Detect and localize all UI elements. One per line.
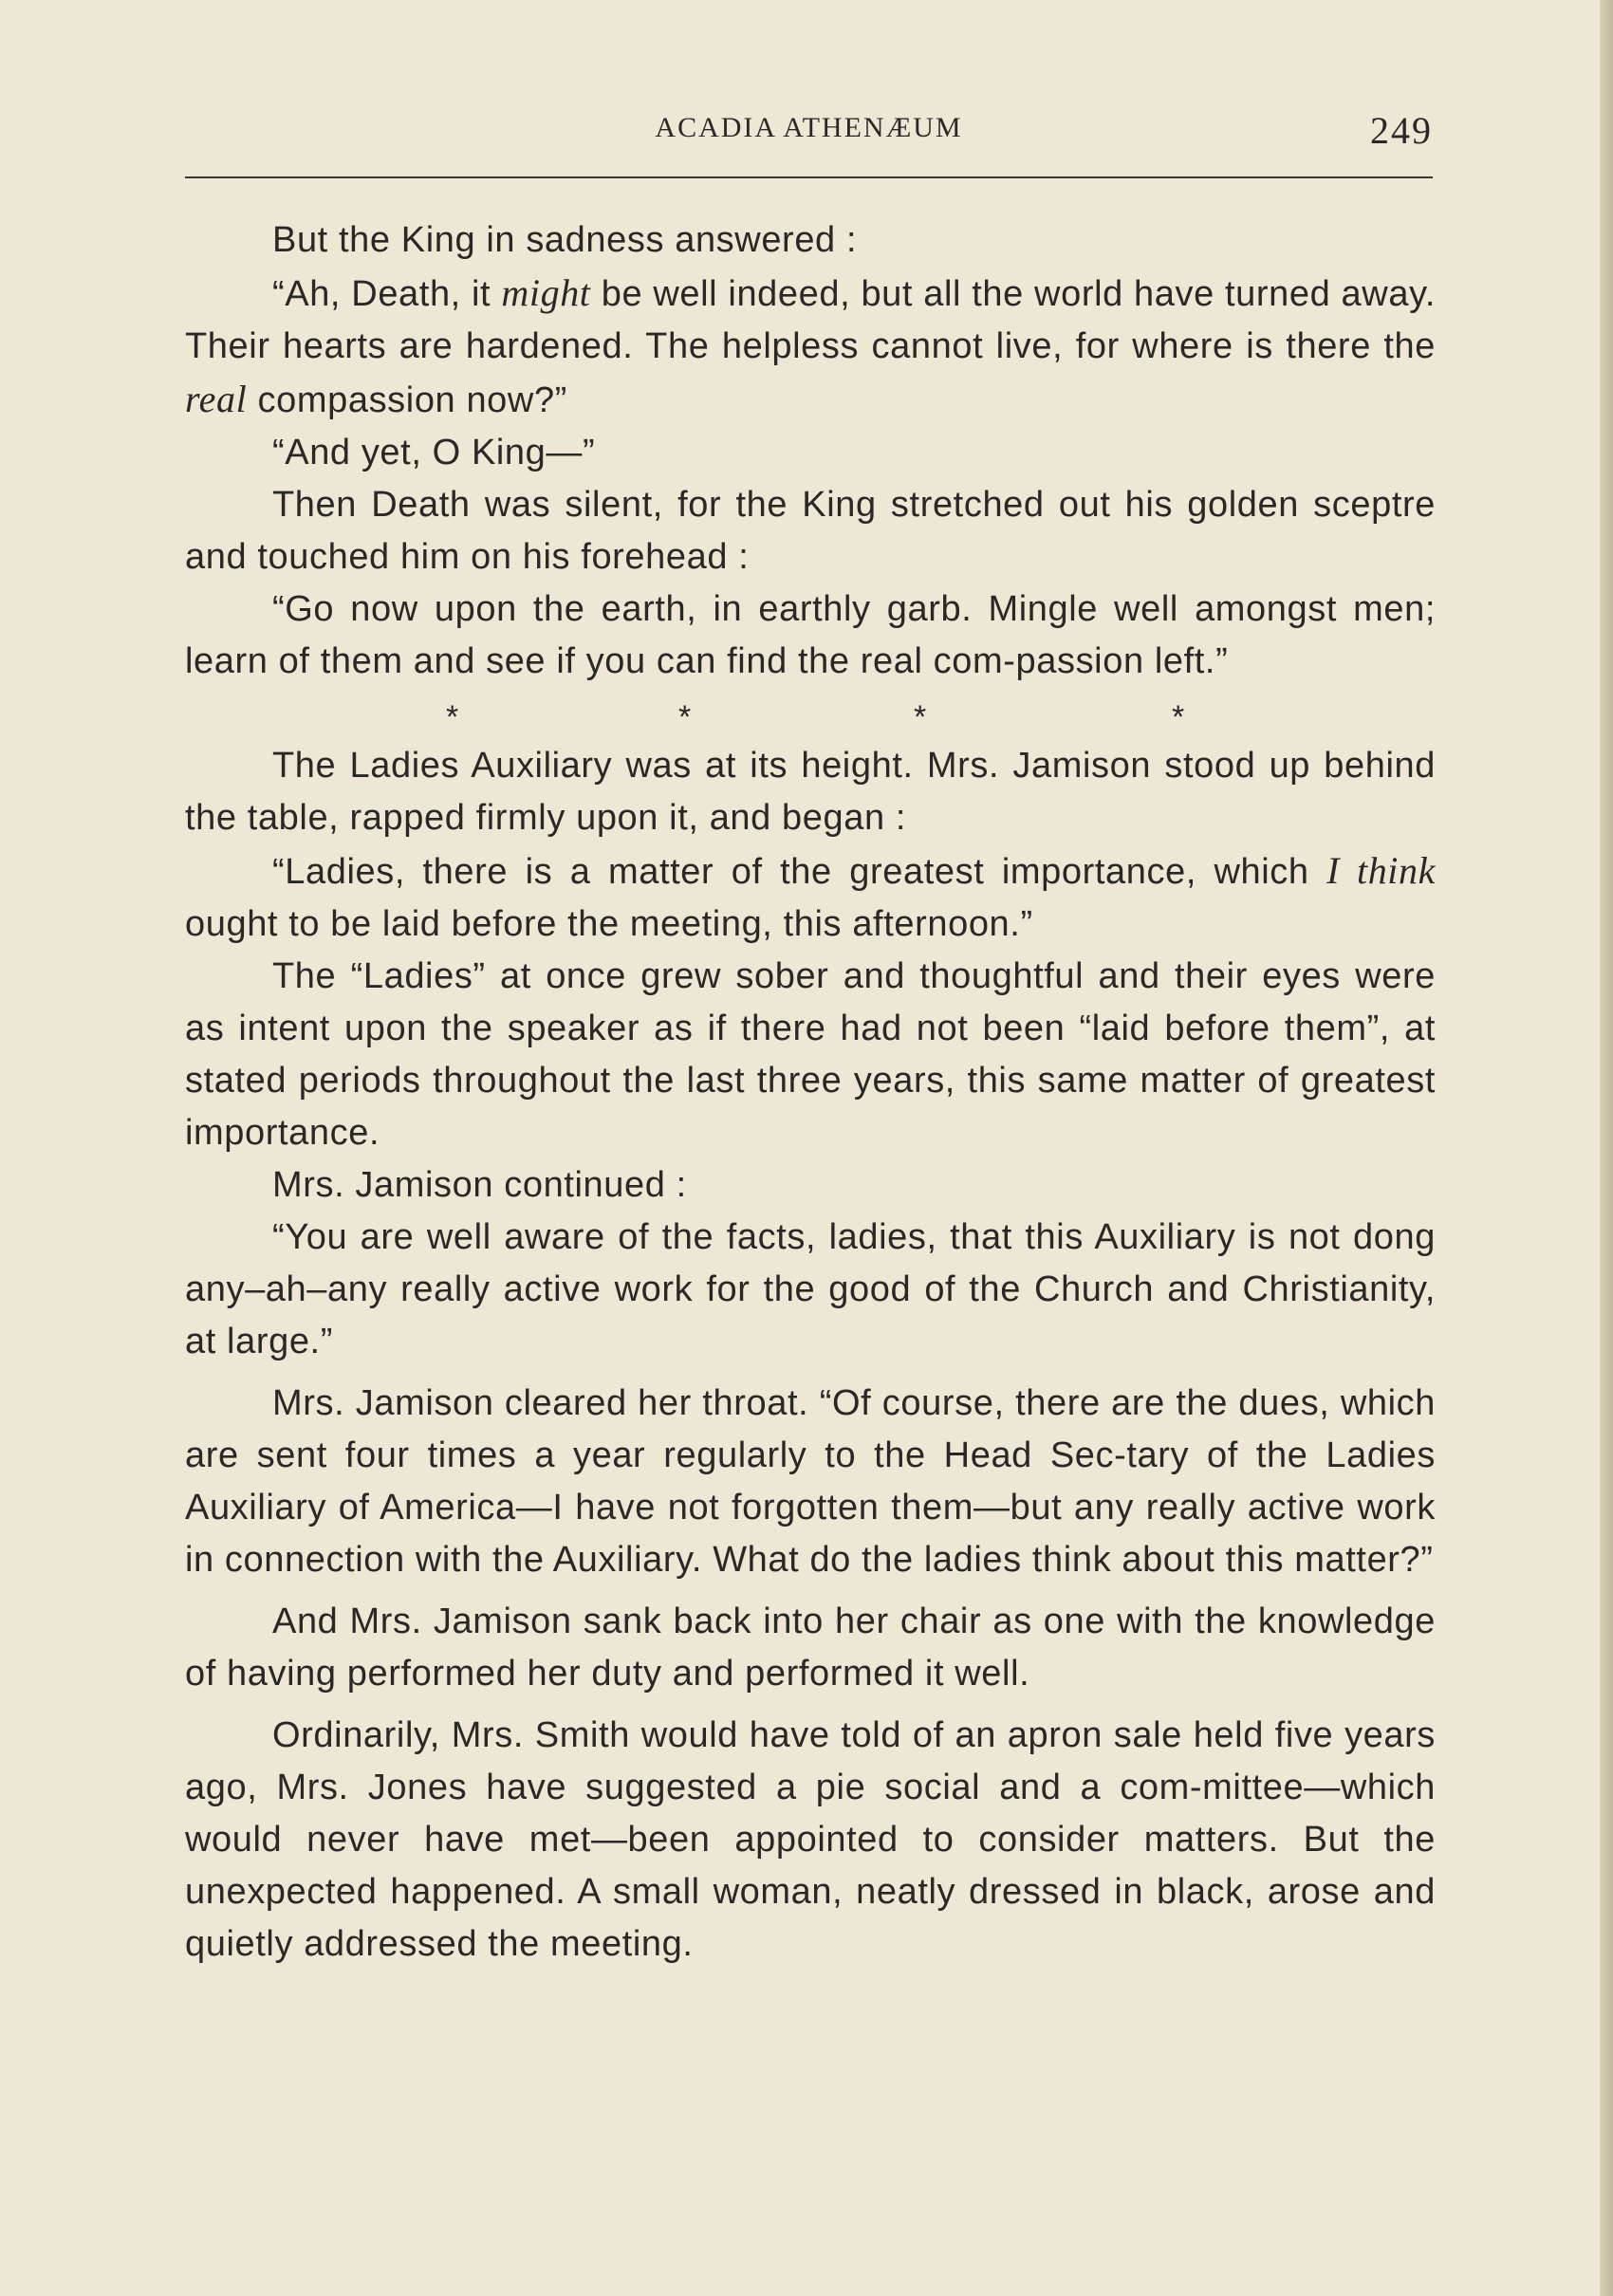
text-run: The “Ladies” at once grew sober and thoughtful and their eyes were as intent upon the speaker as if there had not been “laid before them”, at stated periods throughout the last three years, this same matter of greatest importance. — [185, 956, 1436, 1153]
paragraph — [185, 1159, 1436, 1212]
text-run: Ordinarily, Mrs. Smith would have told of an apron sale held five years ago, Mrs. Jones have suggested a pie social and a com-mittee—which would never have met—been appointed to consider matters. But the unexpected happened. A small woman, neatly dressed in black, arose and quietly addressed the meeting. — [185, 1715, 1436, 1964]
paragraph — [185, 1212, 1436, 1368]
paragraph — [185, 427, 1436, 479]
page-number: 249 — [1370, 109, 1433, 152]
text-run: And Mrs. Jamison sank back into her chair as one with the knowledge of having performed her duty and performed it well. — [185, 1602, 1436, 1694]
paragraph — [185, 844, 1436, 951]
italic-run: real — [185, 378, 248, 420]
text-run: Mrs. Jamison continued : — [272, 1165, 687, 1205]
paragraph — [185, 214, 1436, 267]
paragraph — [185, 1710, 1436, 1971]
text-run: But the King in sadness answered : — [272, 220, 858, 260]
text-run: compassion now?” — [247, 380, 567, 420]
italic-run: I think — [1326, 849, 1436, 892]
paragraph — [185, 951, 1436, 1159]
italic-run: might — [501, 271, 591, 314]
asterisk: * — [678, 699, 692, 735]
text-run: be well indeed, but all the world have turned away. Their hearts are hardened. The helpless cannot live, for where is there the — [185, 274, 1437, 366]
text-run: “Go now upon the earth, in earthly garb. Mingle well amongst men; learn of them and see if you can find the real com-passion left.” — [185, 589, 1436, 681]
header-rule — [185, 176, 1433, 178]
text-run: Mrs. Jamison cleared her throat. “Of course, there are the dues, which are sent four times a year regularly to the Head Sec-tary of the Ladies Auxiliary of America—I have not forgotten them—but any really active work in connection with the Auxiliary. What do the ladies think about this matter?” — [185, 1383, 1436, 1580]
text-run: Then Death was silent, for the King stretched out his golden sceptre and touched him on his forehead : — [185, 485, 1436, 577]
text-run: “You are well aware of the facts, ladies, that this Auxiliary is not dong any–ah–any really active work for the good of the Church and Christianity, at large.” — [185, 1217, 1436, 1361]
paragraph — [185, 479, 1436, 583]
text-run: “Ladies, there is a matter of the greatest importance, which — [272, 852, 1327, 892]
paragraph — [185, 1596, 1436, 1700]
running-title: ACADIA ATHENÆUM — [655, 112, 963, 143]
page-edge — [1600, 0, 1613, 2296]
asterisk: * — [446, 699, 459, 735]
article-body — [185, 214, 1436, 1971]
asterisk: * — [914, 699, 927, 735]
paragraph — [185, 1378, 1436, 1586]
paragraph — [185, 740, 1436, 844]
paragraph — [185, 583, 1436, 688]
text-run: The Ladies Auxiliary was at its height. Mrs. Jamison stood up behind the table, rapped firmly upon it, and began : — [185, 746, 1436, 838]
text-run: “And yet, O King—” — [272, 433, 596, 472]
asterisk: * — [1172, 699, 1185, 735]
section-break — [185, 688, 1436, 740]
paragraph — [185, 267, 1436, 427]
text-run: “Ah, Death, it — [272, 274, 502, 314]
text-run: ought to be laid before the meeting, this afternoon.” — [185, 904, 1033, 944]
running-header — [185, 109, 1433, 169]
